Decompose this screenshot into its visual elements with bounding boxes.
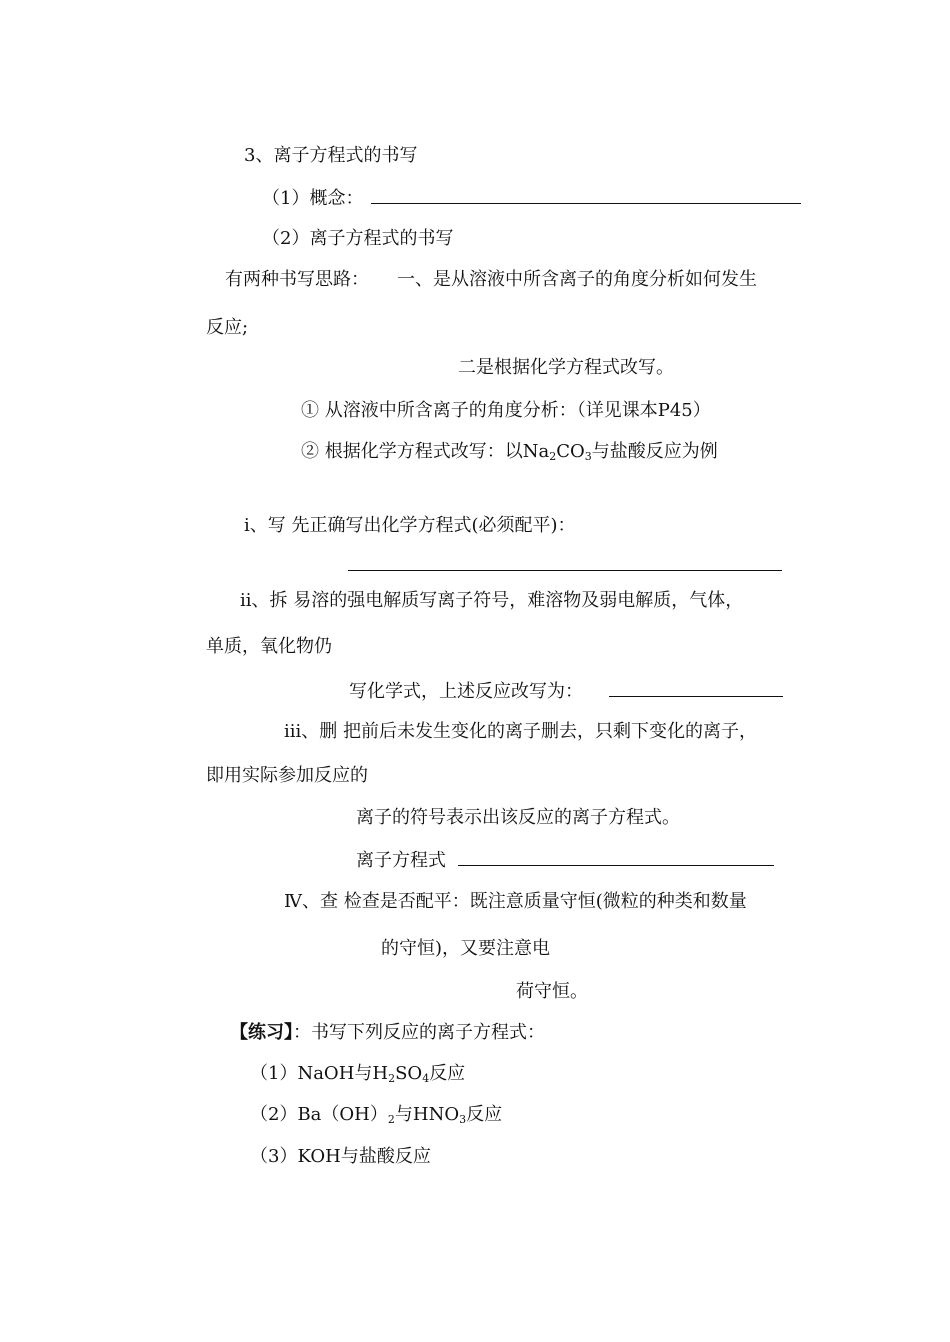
ionic-equation-label: 离子方程式 <box>356 850 446 871</box>
step-split-a: ii、拆 易溶的强电解质写离子符号，难溶物及弱电解质，气体， <box>240 590 744 611</box>
practice-q1 <box>250 1062 465 1086</box>
two-ways-line <box>225 268 757 292</box>
practice-label: 【练习】 <box>230 1022 293 1043</box>
two-ways-a: 有两种书写思路： <box>225 269 369 290</box>
practice-heading <box>230 1021 545 1045</box>
q1-sub-4: 4 <box>422 1072 430 1085</box>
equation-line <box>348 552 782 578</box>
q2-text-c: 反应 <box>466 1104 503 1125</box>
method-two-b: 与盐酸反应为例 <box>591 441 718 462</box>
method-two-a: ② 根据化学方程式改写：以 <box>301 441 523 462</box>
q2-sub-2: 2 <box>387 1113 395 1126</box>
method-two <box>301 440 718 464</box>
step-split-b: 单质，氧化物仍 <box>206 636 332 657</box>
q1-sub-2: 2 <box>388 1072 396 1085</box>
practice-intro: ：书写下列反应的离子方程式： <box>293 1022 545 1043</box>
two-ways-c: 反应; <box>206 317 249 338</box>
concept-line <box>262 185 801 211</box>
step-delete-b: 即用实际参加反应的 <box>206 765 368 786</box>
concept-blank[interactable] <box>371 185 801 204</box>
q1-text-b: 反应 <box>429 1063 466 1084</box>
step-split-c: 写化学式，上述反应改写为： <box>349 681 583 702</box>
method-one: ① 从溶液中所含离子的角度分析：（详见课本P45） <box>301 400 711 421</box>
section-heading: 3、离子方程式的书写 <box>244 145 418 166</box>
step-check-b: 的守恒)，又要注意电 <box>381 938 551 959</box>
step-check-c: 荷守恒。 <box>516 981 588 1002</box>
q1-text-a: （1）NaOH与H <box>250 1063 389 1084</box>
step-delete-a: iii、删 把前后未发生变化的离子删去，只剩下变化的离子， <box>284 721 757 742</box>
practice-q3: （3）KOH与盐酸反应 <box>250 1146 431 1167</box>
equation-blank[interactable] <box>348 552 782 571</box>
step-write: i、写 先正确写出化学方程式(必须配平)： <box>244 515 576 536</box>
q2-sub-3: 3 <box>459 1113 467 1126</box>
step-delete-c: 离子的符号表示出该反应的离子方程式。 <box>356 807 680 828</box>
co-symbol: CO <box>556 441 585 462</box>
na-symbol: Na <box>522 441 550 462</box>
step-check-a: Ⅳ、查 检查是否配平：既注意质量守恒(微粒的种类和数量 <box>284 891 747 912</box>
co-subscript: 3 <box>584 450 592 463</box>
na-subscript: 2 <box>549 450 557 463</box>
q2-text-b: 与HNO <box>394 1104 460 1125</box>
ionic-equation-blank[interactable] <box>458 847 774 866</box>
ionic-equation-line <box>356 847 774 873</box>
q1-so: SO <box>395 1063 423 1084</box>
writing-label: （2）离子方程式的书写 <box>262 228 454 249</box>
concept-label: （1）概念： <box>262 188 364 209</box>
practice-q2 <box>250 1103 502 1127</box>
q2-text-a: （2）Ba（OH） <box>250 1104 388 1125</box>
way-two: 二是根据化学方程式改写。 <box>458 357 674 378</box>
two-ways-b: 一、是从溶液中所含离子的角度分析如何发生 <box>397 269 757 290</box>
step-split-c-line <box>349 678 783 704</box>
split-blank[interactable] <box>609 678 783 697</box>
